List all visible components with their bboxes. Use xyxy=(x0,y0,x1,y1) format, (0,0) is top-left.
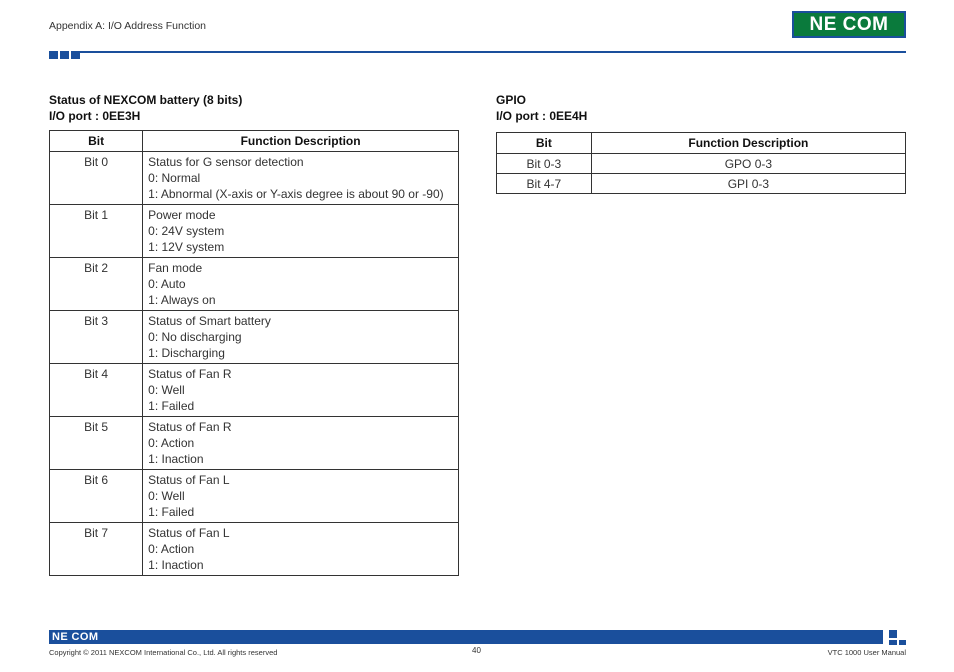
description-cell xyxy=(143,523,459,576)
description-line: Status of Fan L xyxy=(148,473,230,487)
description-line: Status of Fan R xyxy=(148,420,232,434)
description-line: Status of Fan R xyxy=(148,367,232,381)
col-bit-header: Bit xyxy=(497,133,592,154)
gpio-table xyxy=(496,132,906,194)
nexcom-logo: NE COM xyxy=(792,11,906,38)
description-line: Status of Fan L xyxy=(148,526,230,540)
description-line: 1: Always on xyxy=(148,293,216,307)
table-row xyxy=(50,311,459,364)
description-line: 0: 24V system xyxy=(148,224,225,238)
table-row xyxy=(50,417,459,470)
description-line: Power mode xyxy=(148,208,216,222)
bit-cell: Bit 6 xyxy=(50,470,143,523)
description-cell xyxy=(143,205,459,258)
description-line: 0: Normal xyxy=(148,171,201,185)
table-row xyxy=(50,523,459,576)
bit-cell: Bit 4 xyxy=(50,364,143,417)
copyright-text: Copyright © 2011 NEXCOM International Co., Ltd. All rights reserved xyxy=(49,648,278,657)
bit-cell: Bit 4-7 xyxy=(497,174,592,194)
table-row xyxy=(50,152,459,205)
page-number: 40 xyxy=(472,646,481,655)
bit-cell: Bit 1 xyxy=(50,205,143,258)
description-line: 1: Discharging xyxy=(148,346,225,360)
description-cell xyxy=(143,311,459,364)
footer-bar xyxy=(49,630,883,644)
bit-cell: Bit 2 xyxy=(50,258,143,311)
description-line: 0: Auto xyxy=(148,277,186,291)
description-line: 1: Inaction xyxy=(148,452,204,466)
table-row xyxy=(50,364,459,417)
header-title: Appendix A: I/O Address Function xyxy=(49,20,207,32)
description-cell: GPO 0-3 xyxy=(591,154,905,174)
table-row xyxy=(50,470,459,523)
description-cell: GPI 0-3 xyxy=(591,174,905,194)
table-row xyxy=(50,205,459,258)
description-line: 1: Failed xyxy=(148,505,195,519)
table-header-row xyxy=(50,131,459,152)
col-desc-header: Function Description xyxy=(591,133,905,154)
description-line: 1: Failed xyxy=(148,399,195,413)
bit-cell: Bit 0 xyxy=(50,152,143,205)
table-row xyxy=(497,174,906,194)
description-cell xyxy=(143,470,459,523)
col-bit-header: Bit xyxy=(50,131,143,152)
table-header-row xyxy=(497,133,906,154)
footer-square-decoration xyxy=(889,630,897,638)
header-rule xyxy=(79,51,906,53)
description-line: Status of Smart battery xyxy=(148,314,271,328)
footer-logo: NE COM xyxy=(52,631,99,643)
bit-cell: Bit 3 xyxy=(50,311,143,364)
bit-cell: Bit 7 xyxy=(50,523,143,576)
description-line: 0: Well xyxy=(148,383,185,397)
description-line: 0: Action xyxy=(148,436,195,450)
gpio-section-title: GPIO I/O port : 0EE4H xyxy=(496,93,588,123)
description-cell xyxy=(143,364,459,417)
table-row xyxy=(497,154,906,174)
description-line: Status for G sensor detection xyxy=(148,155,304,169)
manual-title: VTC 1000 User Manual xyxy=(827,648,906,657)
description-line: 0: Well xyxy=(148,489,185,503)
description-line: 1: Inaction xyxy=(148,558,204,572)
battery-status-table xyxy=(49,130,459,576)
header-squares-decoration xyxy=(49,51,80,59)
table-row xyxy=(50,258,459,311)
description-line: 0: Action xyxy=(148,542,195,556)
description-line: 1: 12V system xyxy=(148,240,225,254)
col-desc-header: Function Description xyxy=(143,131,459,152)
bit-cell: Bit 0-3 xyxy=(497,154,592,174)
description-cell xyxy=(143,258,459,311)
footer-square-decoration xyxy=(889,640,897,645)
description-cell xyxy=(143,417,459,470)
description-line: Fan mode xyxy=(148,261,203,275)
battery-section-title: Status of NEXCOM battery (8 bits) I/O port : 0EE3H xyxy=(49,93,243,123)
description-line: 1: Abnormal (X-axis or Y-axis degree is about 90 or -90) xyxy=(148,187,444,201)
description-cell xyxy=(143,152,459,205)
bit-cell: Bit 5 xyxy=(50,417,143,470)
footer-square-decoration xyxy=(899,640,906,645)
description-line: 0: No discharging xyxy=(148,330,242,344)
